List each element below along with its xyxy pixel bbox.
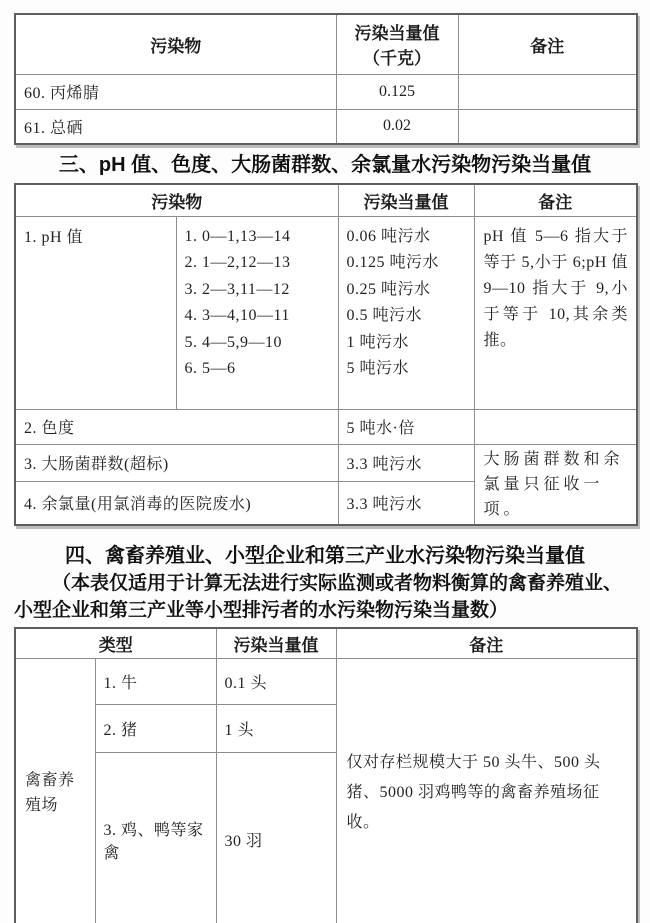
pollutant-value: 0.125 — [336, 74, 458, 109]
header-remark: 备注 — [458, 14, 637, 74]
table-row — [15, 109, 637, 144]
animal-type: 3. 鸡、鸭等家禽 — [95, 752, 216, 923]
ph-remark: pH 值 5—6 指大于等于 5,小于 6;pH 值 9—10 指大于 9,小于等于 10,其余类推。 — [474, 216, 637, 409]
remark-cell-empty — [474, 409, 637, 444]
ph-range: 6. 5—6 — [184, 360, 236, 377]
ph-value: 0.5 吨污水 — [346, 307, 423, 324]
chlorine-name: 4. 余氯量(用氯消毒的医院废水) — [15, 482, 338, 525]
pollutant-kg-table — [14, 13, 638, 145]
header-equivalent-value: 污染当量值 — [338, 184, 474, 216]
ph-range: 4. 3—4,10—11 — [184, 307, 290, 324]
chroma-value: 5 吨水·倍 — [338, 409, 474, 444]
remark-cell-empty — [458, 74, 637, 109]
ph-chroma-table — [14, 183, 638, 526]
chroma-row — [15, 409, 637, 444]
ph-value: 0.125 吨污水 — [346, 254, 440, 271]
livestock-remark: 仅对存栏规模大于 50 头牛、500 头猪、5000 羽鸡鸭等的禽畜养殖场征收。 — [336, 658, 637, 923]
table-header-row — [15, 14, 637, 74]
header-remark: 备注 — [474, 184, 637, 216]
pollutant-name: 60. 丙烯腈 — [15, 74, 336, 109]
ph-range: 1. 0—1,13—14 — [184, 227, 291, 245]
header-pollutant: 污染物 — [15, 184, 338, 216]
header-equivalent-value-unit: （千克） — [363, 49, 431, 69]
pollutant-name: 61. 总硒 — [15, 109, 336, 144]
livestock-group-label: 禽畜养殖场 — [15, 658, 95, 923]
table-header-row — [15, 184, 637, 216]
coliform-value: 3.3 吨污水 — [338, 444, 474, 482]
coliform-name: 3. 大肠菌群数(超标) — [15, 444, 338, 482]
ph-name: 1. pH 值 — [15, 216, 176, 409]
section-four-note: （本表仅适用于计算无法进行实际监测或者物料衡算的禽畜养殖业、小型企业和第三产业等小型排污者的水污染物污染当量数） — [14, 572, 623, 621]
coliform-row — [15, 444, 637, 482]
animal-value: 30 羽 — [216, 752, 336, 923]
header-remark: 备注 — [336, 628, 637, 659]
ph-value: 1 吨污水 — [346, 333, 410, 351]
header-equivalent-value — [336, 14, 458, 74]
ph-range: 2. 1—2,12—13 — [184, 254, 291, 271]
ph-range: 5. 4—5,9—10 — [184, 333, 282, 351]
ph-row — [15, 216, 637, 409]
animal-type: 2. 猪 — [95, 704, 216, 752]
section-four-heading: 四、禽畜养殖业、小型企业和第三产业水污染物污染当量值 — [65, 544, 585, 567]
header-equivalent-value: 污染当量值 — [216, 628, 336, 659]
pollutant-value: 0.02 — [336, 109, 458, 144]
chroma-name: 2. 色度 — [15, 409, 338, 444]
animal-value: 0.1 头 — [216, 658, 336, 704]
header-pollutant: 污染物 — [15, 14, 336, 74]
ph-value: 5 吨污水 — [346, 360, 410, 377]
ph-value: 0.06 吨污水 — [346, 227, 431, 245]
section-three-heading: 三、pH 值、色度、大肠菌群数、余氯量水污染物污染当量值 — [58, 154, 592, 176]
table-header-row — [15, 628, 637, 659]
ph-value: 0.25 吨污水 — [346, 280, 431, 298]
remark-cell-empty — [458, 109, 637, 144]
ph-range: 3. 2—3,11—12 — [184, 280, 290, 298]
animal-type: 1. 牛 — [95, 658, 216, 704]
cattle-row — [15, 658, 637, 704]
livestock-table — [14, 627, 638, 923]
chlorine-value: 3.3 吨污水 — [338, 482, 474, 525]
coliform-chlorine-remark: 大肠菌群数和余氯量只征收一项。 — [474, 444, 637, 525]
ph-range-list — [176, 216, 338, 409]
header-type: 类型 — [15, 628, 216, 659]
ph-value-list — [338, 216, 474, 409]
header-equivalent-value-line1: 污染当量值 — [354, 24, 440, 44]
animal-value: 1 头 — [216, 704, 336, 752]
table-row — [15, 74, 637, 109]
